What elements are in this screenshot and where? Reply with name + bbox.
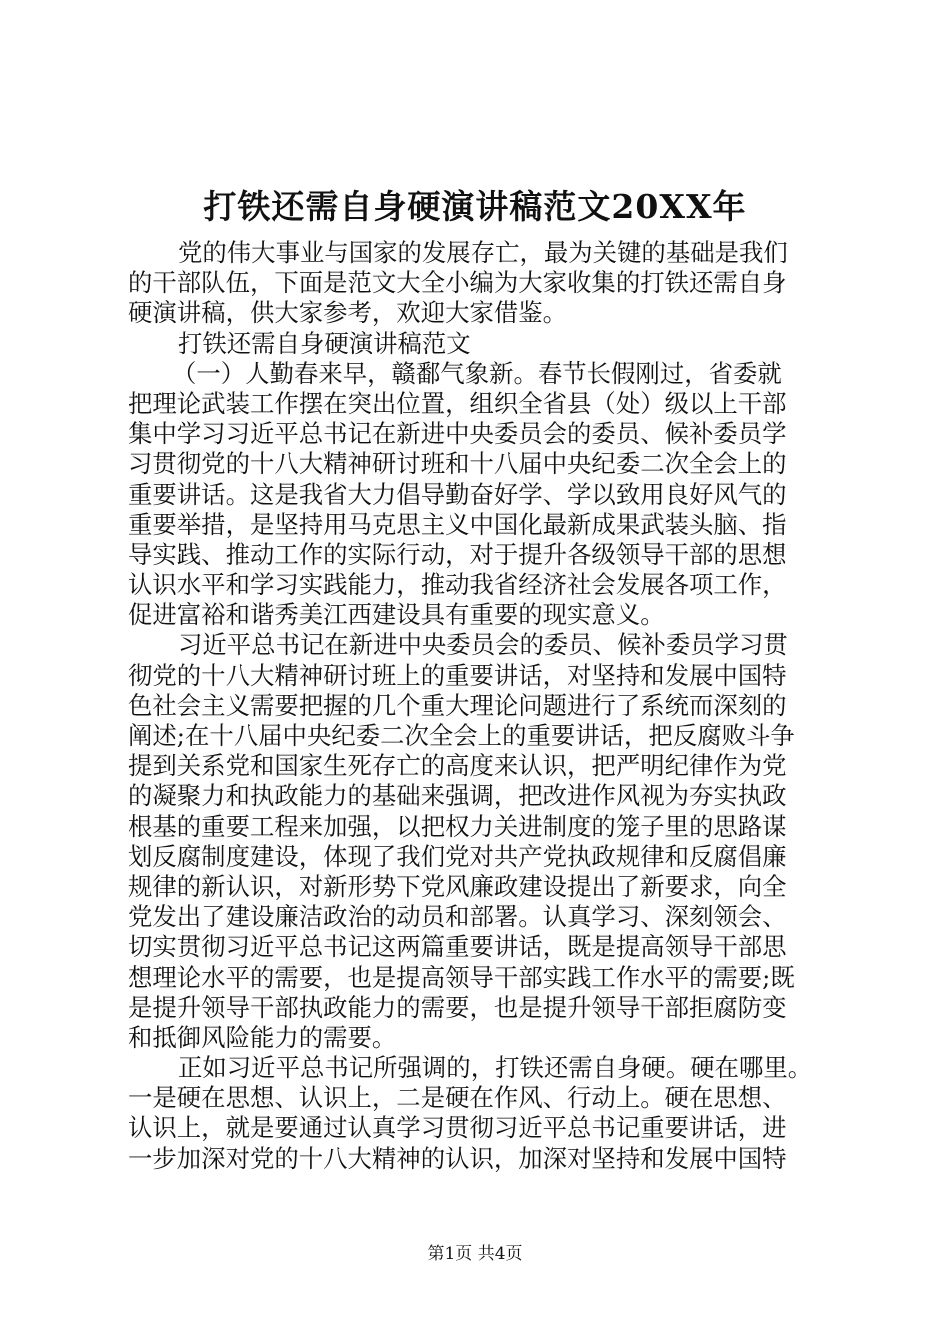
body-line: 重要讲话。这是我省大力倡导勤奋好学、学以致用良好风气的 xyxy=(128,479,787,509)
body-line: 切实贯彻习近平总书记这两篇重要讲话，既是提高领导干部思 xyxy=(128,932,787,962)
body-line: 习近平总书记在新进中央委员会的委员、候补委员学习贯 xyxy=(178,630,788,660)
body-line: 党的伟大事业与国家的发展存亡，最为关键的基础是我们 xyxy=(178,238,788,267)
body-line: 硬演讲稿，供大家参考，欢迎大家借鉴。 xyxy=(128,298,568,328)
body-line: 一步加深对党的十八大精神的认识，加深对坚持和发展中国特 xyxy=(128,1143,787,1173)
body-line: 重要举措，是坚持用马克思主义中国化最新成果武装头脑、指 xyxy=(128,509,787,539)
body-line: 的干部队伍，下面是范文大全小编为大家收集的打铁还需自身 xyxy=(128,268,787,298)
body-line: 一是硬在思想、认识上，二是硬在作风、行动上。硬在思想、 xyxy=(128,1083,787,1113)
document-body xyxy=(128,238,840,1174)
body-line: 认识上，就是要通过认真学习贯彻习近平总书记重要讲话，进 xyxy=(128,1113,787,1143)
page-number: 第1页 共4页 xyxy=(427,1244,523,1264)
section-heading: 打铁还需自身硬演讲稿范文 xyxy=(178,328,471,358)
body-line: 色社会主义需要把握的几个重大理论问题进行了系统而深刻的 xyxy=(128,690,787,720)
body-line: 阐述;在十八届中央纪委二次全会上的重要讲话，把反腐败斗争 xyxy=(128,721,795,750)
body-line: 集中学习习近平总书记在新进中央委员会的委员、候补委员学 xyxy=(128,419,787,449)
body-line: （一）人勤春来早，赣鄱气象新。春节长假刚过，省委就 xyxy=(172,358,782,388)
body-line: 彻党的十八大精神研讨班上的重要讲话，对坚持和发展中国特 xyxy=(128,660,787,690)
body-line: 划反腐制度建设，体现了我们党对共产党执政规律和反腐倡廉 xyxy=(128,841,787,871)
body-line: 促进富裕和谐秀美江西建设具有重要的现实意义。 xyxy=(128,600,665,630)
body-line: 提到关系党和国家生死存亡的高度来认识，把严明纪律作为党 xyxy=(128,751,787,781)
body-line: 和抵御风险能力的需要。 xyxy=(128,1022,397,1052)
body-line: 习贯彻党的十八大精神研讨班和十八届中央纪委二次全会上的 xyxy=(128,449,787,479)
body-line: 想理论水平的需要，也是提高领导干部实践工作水平的需要;既 xyxy=(128,962,795,992)
body-line: 根基的重要工程来加强，以把权力关进制度的笼子里的思路谋 xyxy=(128,811,787,841)
body-line: 是提升领导干部执政能力的需要，也是提升领导干部拒腐防变 xyxy=(128,992,787,1022)
body-line: 导实践、推动工作的实际行动，对于提升各级领导干部的思想 xyxy=(128,539,787,569)
body-line: 认识水平和学习实践能力，推动我省经济社会发展各项工作， xyxy=(128,570,787,600)
body-line: 的凝聚力和执政能力的基础来强调，把改进作风视为夯实执政 xyxy=(128,781,787,811)
body-line: 党发出了建设廉洁政治的动员和部署。认真学习、深刻领会、 xyxy=(128,902,787,932)
body-line: 正如习近平总书记所强调的，打铁还需自身硬。硬在哪里。 xyxy=(178,1053,813,1083)
document-title: 打铁还需自身硬演讲稿范文20XX年 xyxy=(203,187,747,226)
body-line: 规律的新认识，对新形势下党风廉政建设提出了新要求，向全 xyxy=(128,871,787,901)
body-line: 把理论武装工作摆在突出位置，组织全省县（处）级以上干部 xyxy=(128,388,787,418)
